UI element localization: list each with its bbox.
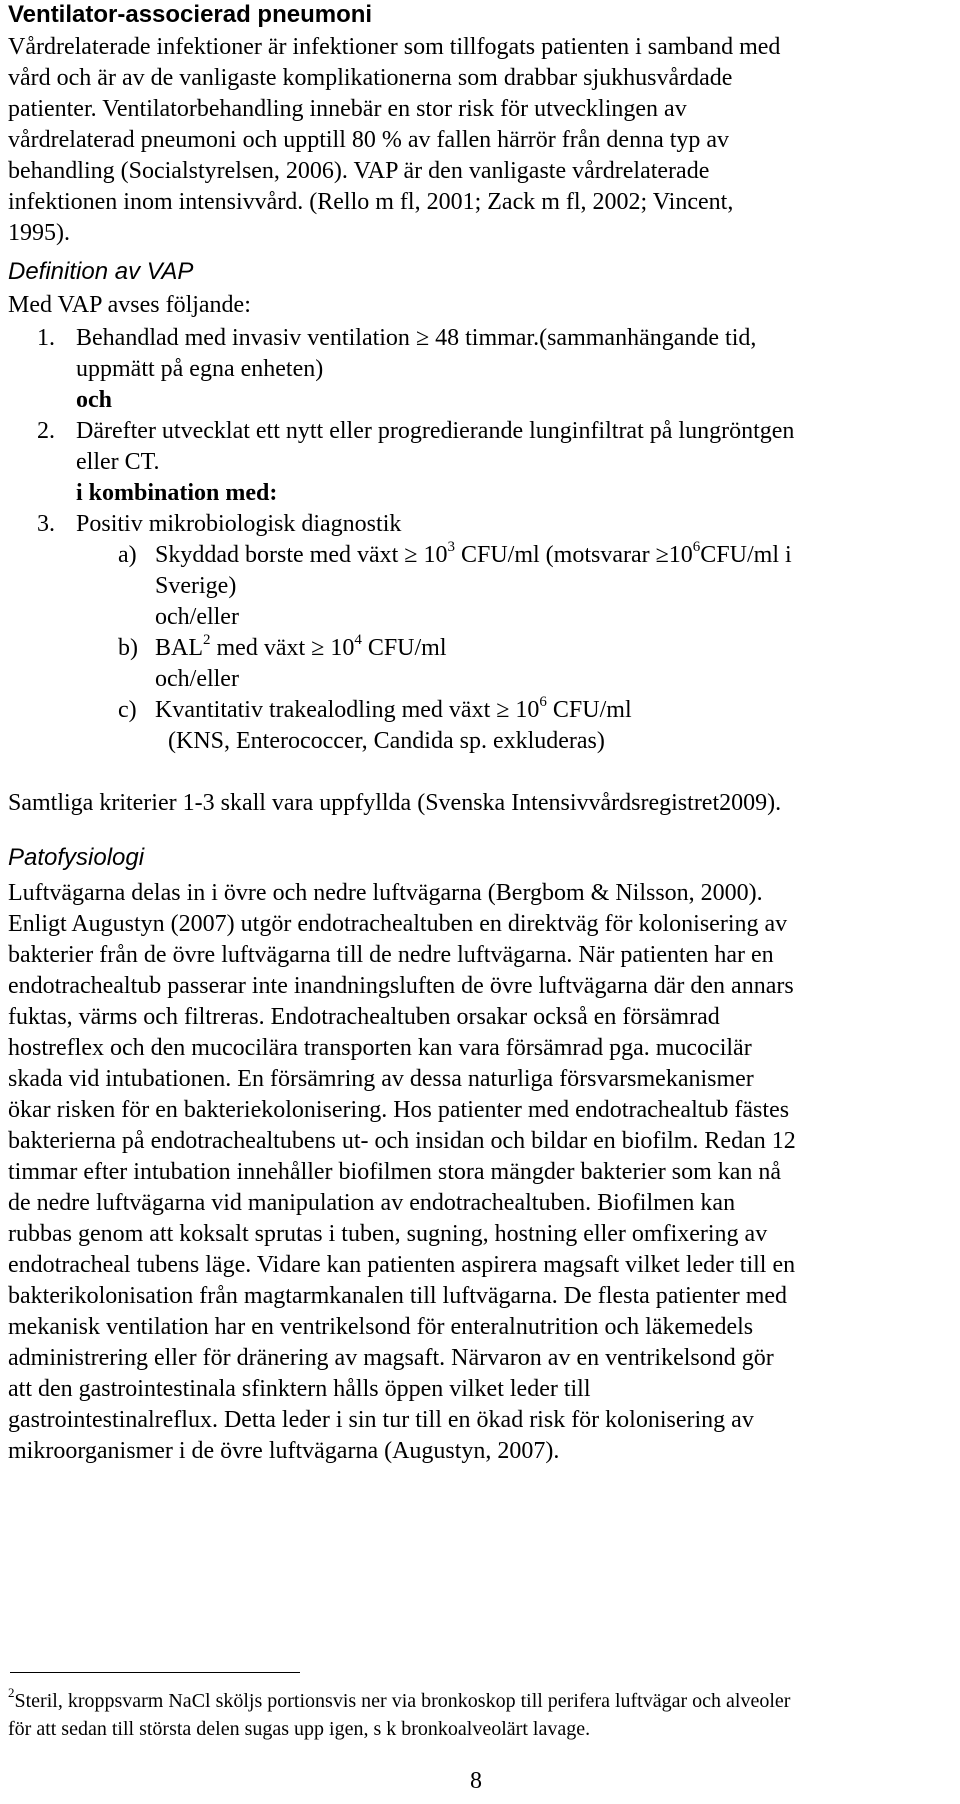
text-line: Enligt Augustyn (2007) utgör endotrachealtuben en direktväg för kolonisering av: [8, 911, 788, 937]
sub-c-label: c): [118, 697, 137, 723]
item-1-text: Behandlad med invasiv ventilation ≥ 48 timmar.(sammanhängande tid,: [76, 323, 756, 354]
footnote-line-2: för att sedan till största delen sugas upp igen, s k bronkoalveolärt lavage.: [8, 1718, 591, 1740]
text-line: att den gastrointestinala sfinktern hålls öppen vilket leder till: [8, 1376, 591, 1402]
text-line: bakterierna på endotrachealtubens ut- och insidan och bildar en biofilm. Redan 12: [8, 1128, 796, 1154]
text-line: bakterikolonisation från magtarmkanalen till luftvägarna. De flesta patienter med: [8, 1283, 788, 1309]
item-1-text-cont: uppmätt på egna enheten): [76, 356, 324, 382]
page-number: 8: [470, 1768, 482, 1794]
item-3-number: 3.: [37, 511, 55, 537]
geq-icon: ≥: [404, 542, 418, 568]
criteria-summary: Samtliga kriterier 1-3 skall vara uppfyllda (Svenska Intensivvårdsregistret2009).: [8, 790, 782, 816]
item-2-number: 2.: [37, 418, 55, 444]
text-line: bakterier från de övre luftvägarna till de nedre luftvägarna. När patienten har en: [8, 942, 774, 968]
text-line: mikroorganismer i de övre luftvägarna (Augustyn, 2007).: [8, 1438, 560, 1464]
item-1-number: 1.: [37, 325, 55, 351]
text-line: 1995).: [8, 220, 70, 246]
item-2-text: Därefter utvecklat ett nytt eller progredierande lunginfiltrat på lungröntgen: [76, 418, 795, 444]
sub-a-text: Skyddad borste med växt ≥ $10^3$ CFU/ml (motsvarar $\ge 10^6CFU/ml$ i: [155, 540, 792, 571]
text-line: infektionen inom intensivvård. (Rello m fl, 2001; Zack m fl, 2002; Vincent,: [8, 189, 734, 215]
sub-a-text-cont: Sverige): [155, 573, 237, 599]
text-line: Luftvägarna delas in i övre och nedre luftvägarna (Bergbom & Nilsson, 2000).: [8, 880, 763, 906]
text-line: endotracheal tubens läge. Vidare kan patienten aspirera magsaft vilket leder till en: [8, 1252, 796, 1278]
sub-c-note: (KNS, Enterococcer, Candida sp. exkluderas): [168, 728, 605, 754]
patofysiologi-heading: Patofysiologi: [8, 844, 145, 871]
conjunction-och: och: [76, 387, 112, 413]
definition-lead: Med VAP avses följande:: [8, 292, 251, 318]
text-line: patienter. Ventilatorbehandling innebär en stor risk för utvecklingen av: [8, 96, 687, 122]
text-line: administrering eller för dränering av magsaft. Närvaron av en ventrikelsond gör: [8, 1345, 774, 1371]
text-line: mekanisk ventilation har en ventrikelsond för enteralnutrition och läkemedels: [8, 1314, 754, 1340]
or-2: och/eller: [155, 666, 239, 692]
item-2-text-cont: eller CT.: [76, 449, 160, 475]
text-line: timmar efter intubation innehåller biofilmen stora mängder bakterier som kan nå: [8, 1159, 782, 1185]
geq-icon: ≥: [311, 635, 325, 661]
text-line: Vårdrelaterade infektioner är infektioner som tillfogats patienten i samband med: [8, 34, 781, 60]
text-line: vård och är av de vanligaste komplikationerna som drabbar sjukhusvårdade: [8, 65, 733, 91]
conjunction-kombination: i kombination med:: [76, 480, 278, 506]
or-1: och/eller: [155, 604, 239, 630]
text-line: endotrachealtub passerar inte inandningsluften de övre luftvägarna där den annars: [8, 973, 794, 999]
text-line: gastrointestinalreflux. Detta leder i sin tur till en ökad risk för kolonisering av: [8, 1407, 754, 1433]
text-line: skada vid intubationen. En försämring av dessa naturliga försvarsmekanismer: [8, 1066, 754, 1092]
item-3-text: Positiv mikrobiologisk diagnostik: [76, 511, 402, 537]
geq-icon: ≥: [655, 542, 669, 568]
definition-heading: Definition av VAP: [8, 258, 194, 285]
sub-b-label: b): [118, 635, 138, 661]
geq-icon: ≥: [496, 697, 510, 723]
text-line: de nedre luftvägarna vid manipulation av endotrachealtuben. Biofilmen kan: [8, 1190, 736, 1216]
footnote-divider: [10, 1672, 300, 1673]
text-line: rubbas genom att koksalt sprutas i tuben, sugning, hostning eller omfixering av: [8, 1221, 768, 1247]
sub-b-text: BAL$^2$ med växt ≥ $10^4$ CFU/ml: [155, 633, 447, 664]
sub-c-text: Kvantitativ trakealodling med växt ≥ $10^6$ CFU/ml: [155, 695, 632, 726]
text-line: hostreflex och den mucocilära transporten kan vara försämrad pga. mucocilär: [8, 1035, 752, 1061]
geq-icon: ≥: [415, 325, 430, 351]
text-line: vårdrelaterad pneumoni och upptill 80 % av fallen härrör från denna typ av: [8, 127, 730, 153]
footnote-line-1: $^2$Steril, kroppsvarm NaCl sköljs portionsvis ner via bronkoskop till perifera luftvägar och alveoler: [8, 1685, 791, 1712]
text-line: fuktas, värms och filtreras. Endotrachealtuben orsakar också en försämrad: [8, 1004, 720, 1030]
sub-a-label: a): [118, 542, 137, 568]
text-line: behandling (Socialstyrelsen, 2006). VAP är den vanligaste vårdrelaterade: [8, 158, 710, 184]
text-line: ökar risken för en bakteriekolonisering. Hos patienter med endotrachealtub fästes: [8, 1097, 790, 1123]
page-heading: Ventilator-associerad pneumoni: [8, 1, 373, 28]
